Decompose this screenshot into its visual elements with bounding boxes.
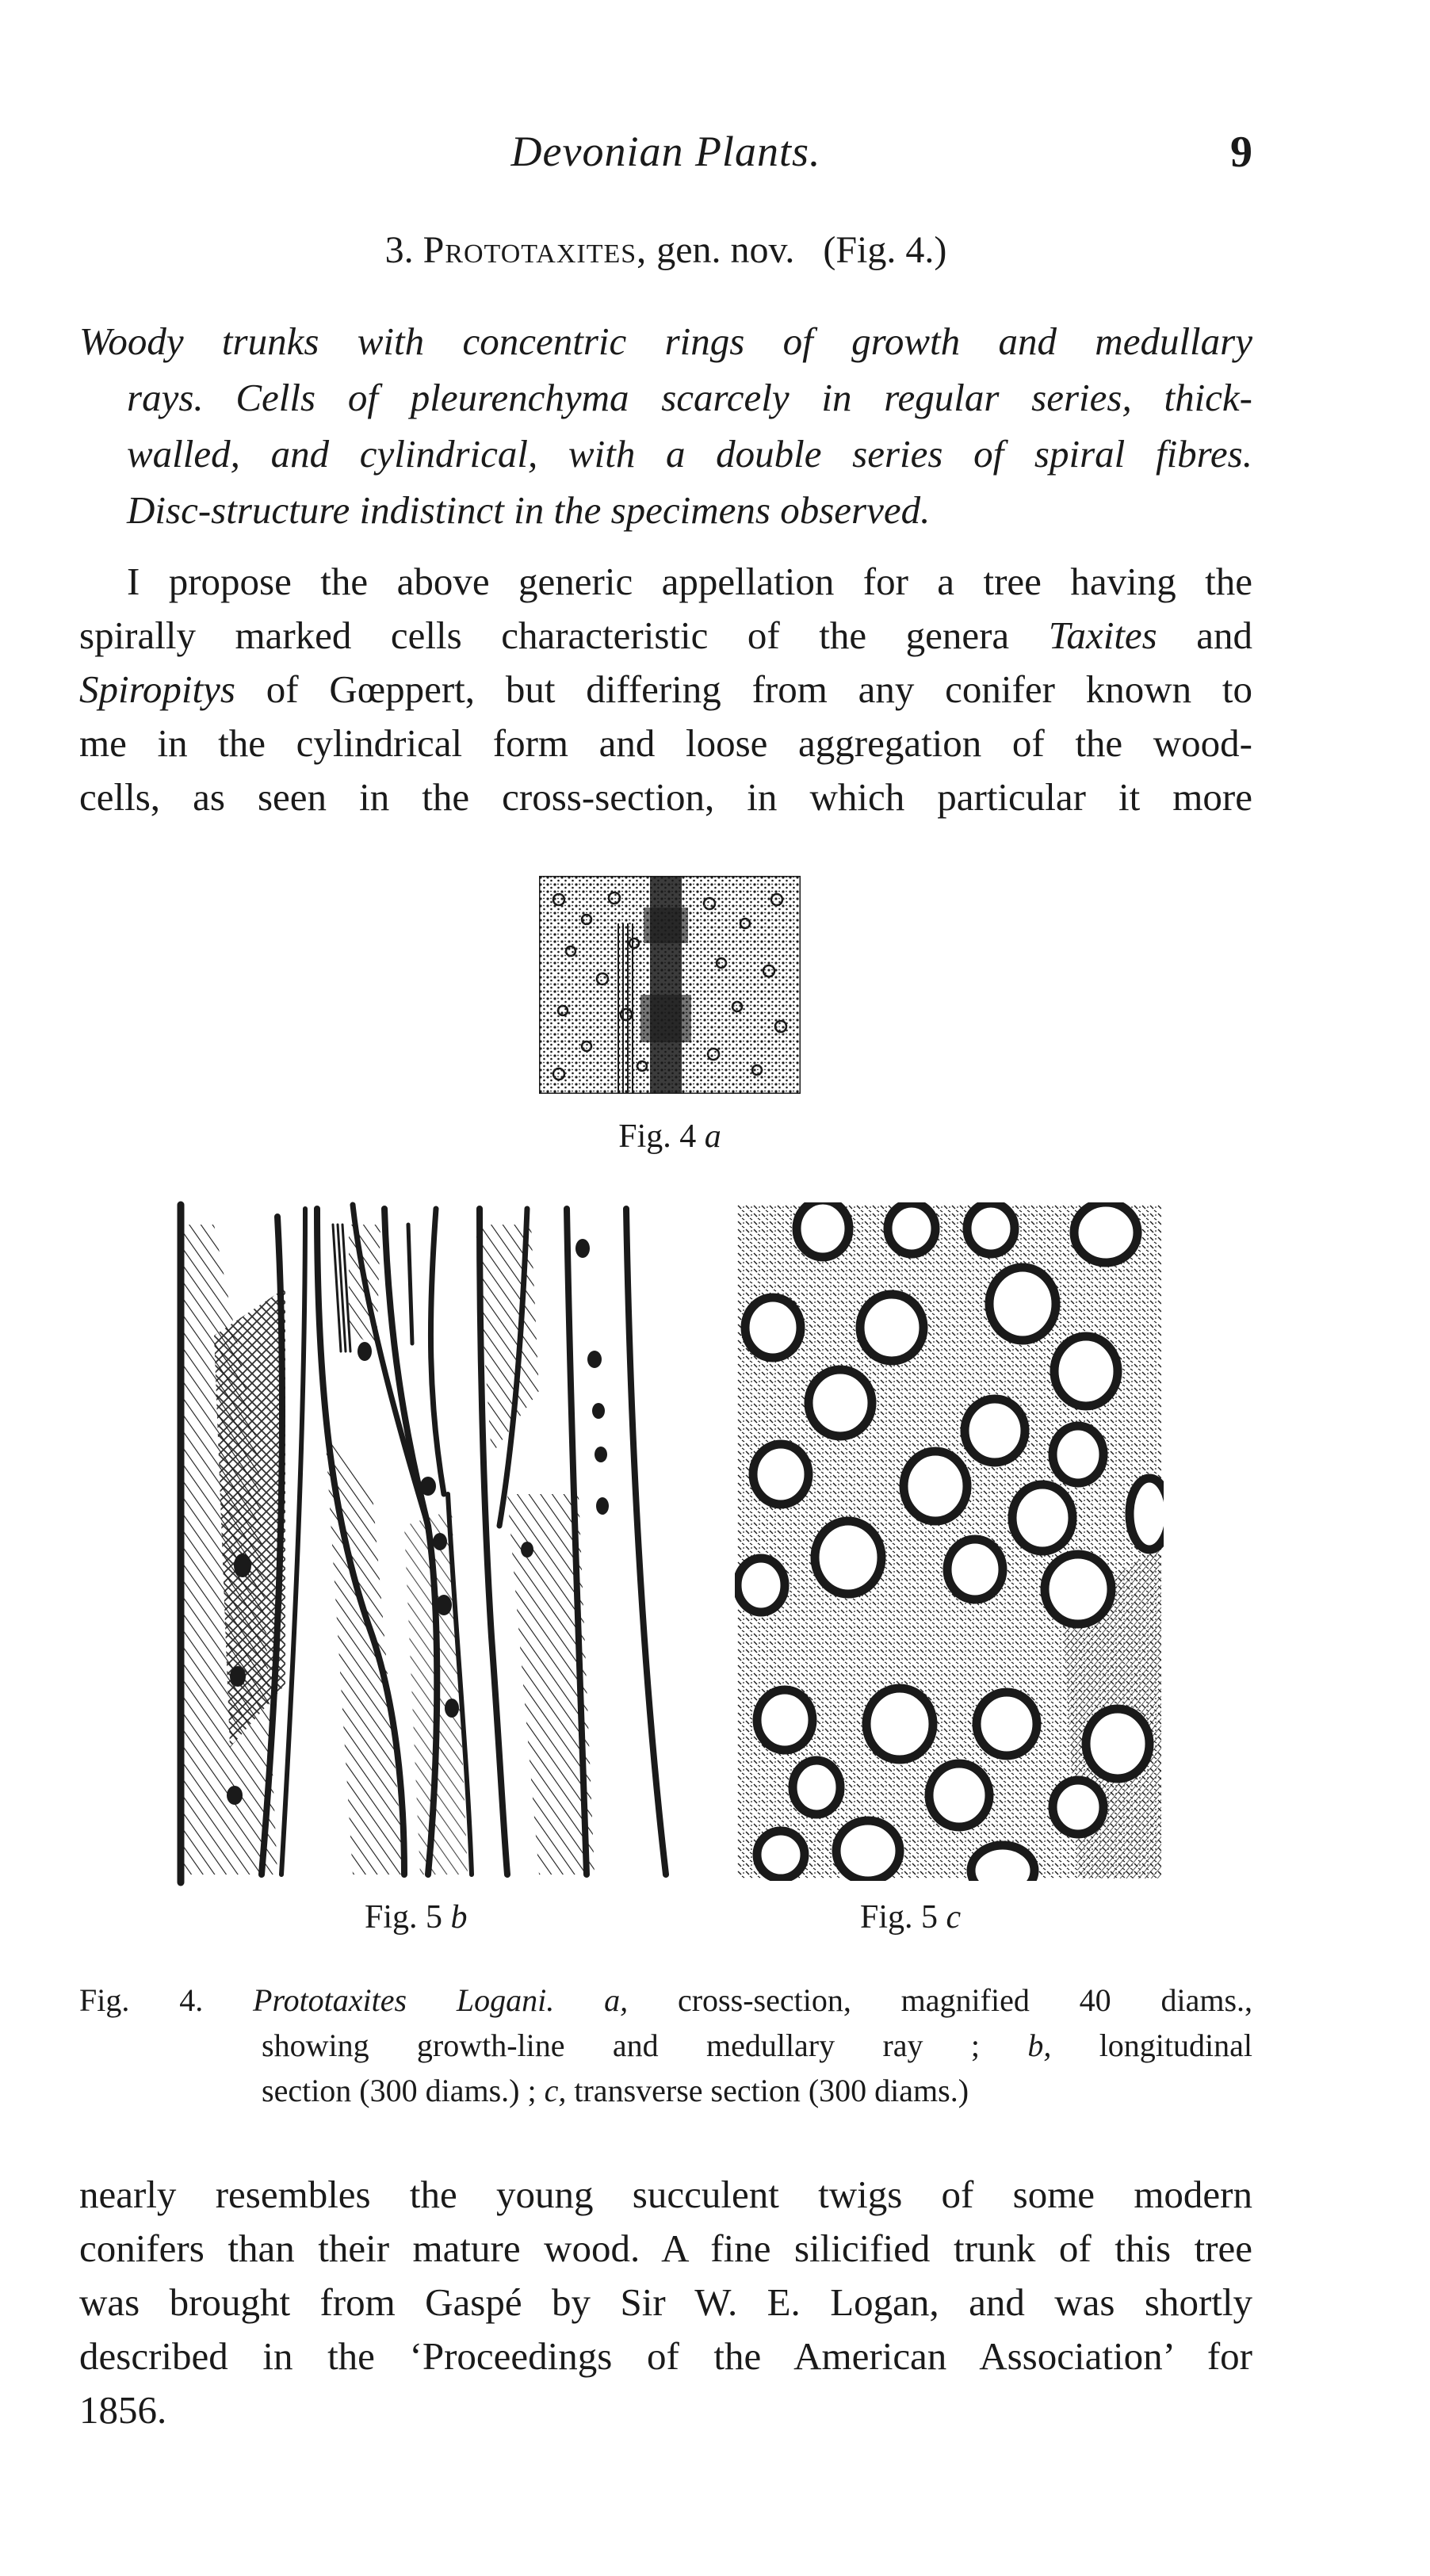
diagnosis-line: walled, and cylindrical, with a double series of spiral fibres. bbox=[127, 432, 1252, 476]
section-number: 3. bbox=[384, 229, 414, 271]
text-run: and bbox=[1196, 613, 1253, 657]
diagnosis-line: rays. Cells of pleurenchyma scarcely in regular series, thick- bbox=[127, 376, 1252, 419]
caption-prefix: Fig. 4. bbox=[79, 1982, 204, 2018]
figure-5b-longitudinal-section bbox=[166, 1193, 690, 1886]
figure-4a-cross-section bbox=[539, 876, 801, 1094]
genus-name: Prototaxites, bbox=[422, 229, 648, 271]
figure-label-letter: c bbox=[946, 1899, 962, 1936]
running-title: Devonian Plants. bbox=[510, 128, 821, 175]
text-run: spirally marked cells characteristic of the genera bbox=[79, 613, 1010, 657]
text-run: transverse section (300 diams.) bbox=[574, 2073, 969, 2108]
paragraph-line: 1856. bbox=[79, 2388, 167, 2432]
figure-5b-label bbox=[365, 1898, 468, 1936]
text-run: cross-section, magnified 40 diams., bbox=[677, 1982, 1253, 2018]
paragraph-line: conifers than their mature wood. A fine silicified trunk of this tree bbox=[79, 2226, 1252, 2270]
figure-caption bbox=[79, 1978, 1252, 2113]
figure-label-prefix: Fig. 5 bbox=[860, 1899, 939, 1936]
section-heading bbox=[79, 228, 1252, 272]
genus-taxites: Taxites bbox=[1048, 613, 1157, 657]
paragraph-line bbox=[79, 609, 1252, 663]
genus-spiropitys: Spiropitys bbox=[79, 667, 235, 711]
paragraph-line: described in the ‘Proceedings of the American Association’ for bbox=[79, 2334, 1252, 2378]
page-header bbox=[79, 127, 1252, 190]
paragraph-line: cells, as seen in the cross-section, in which particular it more bbox=[79, 775, 1252, 819]
figure-label-letter: a bbox=[704, 1118, 721, 1155]
text-run: showing growth-line and medullary ray ; bbox=[262, 2028, 980, 2063]
paragraph-line bbox=[79, 663, 1252, 717]
paragraph-line: me in the cylindrical form and loose aggregation of the wood- bbox=[79, 721, 1252, 765]
genus-status: gen. nov. bbox=[656, 229, 795, 271]
paragraph-line: nearly resembles the young succulent twigs of some modern bbox=[79, 2173, 1252, 2216]
caption-line bbox=[79, 2023, 1252, 2068]
body-paragraph-2 bbox=[79, 2168, 1252, 2437]
caption-letter-c: c, bbox=[544, 2073, 567, 2108]
figure-label-prefix: Fig. 4 bbox=[618, 1118, 697, 1155]
caption-species: Prototaxites Logani. bbox=[253, 1982, 555, 2018]
figure-4a-label bbox=[539, 1118, 801, 1156]
text-run: longitudinal bbox=[1099, 2028, 1253, 2063]
caption-letter-b: b, bbox=[1027, 2028, 1052, 2063]
text-run: section (300 diams.) ; bbox=[262, 2073, 537, 2108]
caption-line bbox=[79, 1978, 1252, 2023]
figure-label-prefix: Fig. 5 bbox=[365, 1899, 443, 1936]
diagnosis-line: Woody trunks with concentric rings of growth and medullary bbox=[79, 319, 1252, 363]
body-paragraph-1 bbox=[79, 555, 1252, 824]
figure-reference: (Fig. 4.) bbox=[823, 229, 947, 271]
page-number: 9 bbox=[1230, 128, 1252, 177]
figure-label-letter: b bbox=[450, 1899, 468, 1936]
text-run: of Gœppert, but differing from any conifer known to bbox=[266, 667, 1252, 711]
paragraph-line: I propose the above generic appellation for a tree having the bbox=[127, 560, 1252, 603]
caption-line bbox=[79, 2068, 1252, 2113]
paragraph-line: was brought from Gaspé by Sir W. E. Logan, and was shortly bbox=[79, 2280, 1252, 2324]
figure-5c-label bbox=[860, 1898, 961, 1936]
diagnosis-line: Disc-structure indistinct in the specimens observed. bbox=[127, 488, 931, 532]
caption-letter-a: a, bbox=[604, 1982, 629, 2018]
figure-5c-transverse-section bbox=[729, 1197, 1169, 1886]
generic-diagnosis bbox=[79, 313, 1252, 538]
